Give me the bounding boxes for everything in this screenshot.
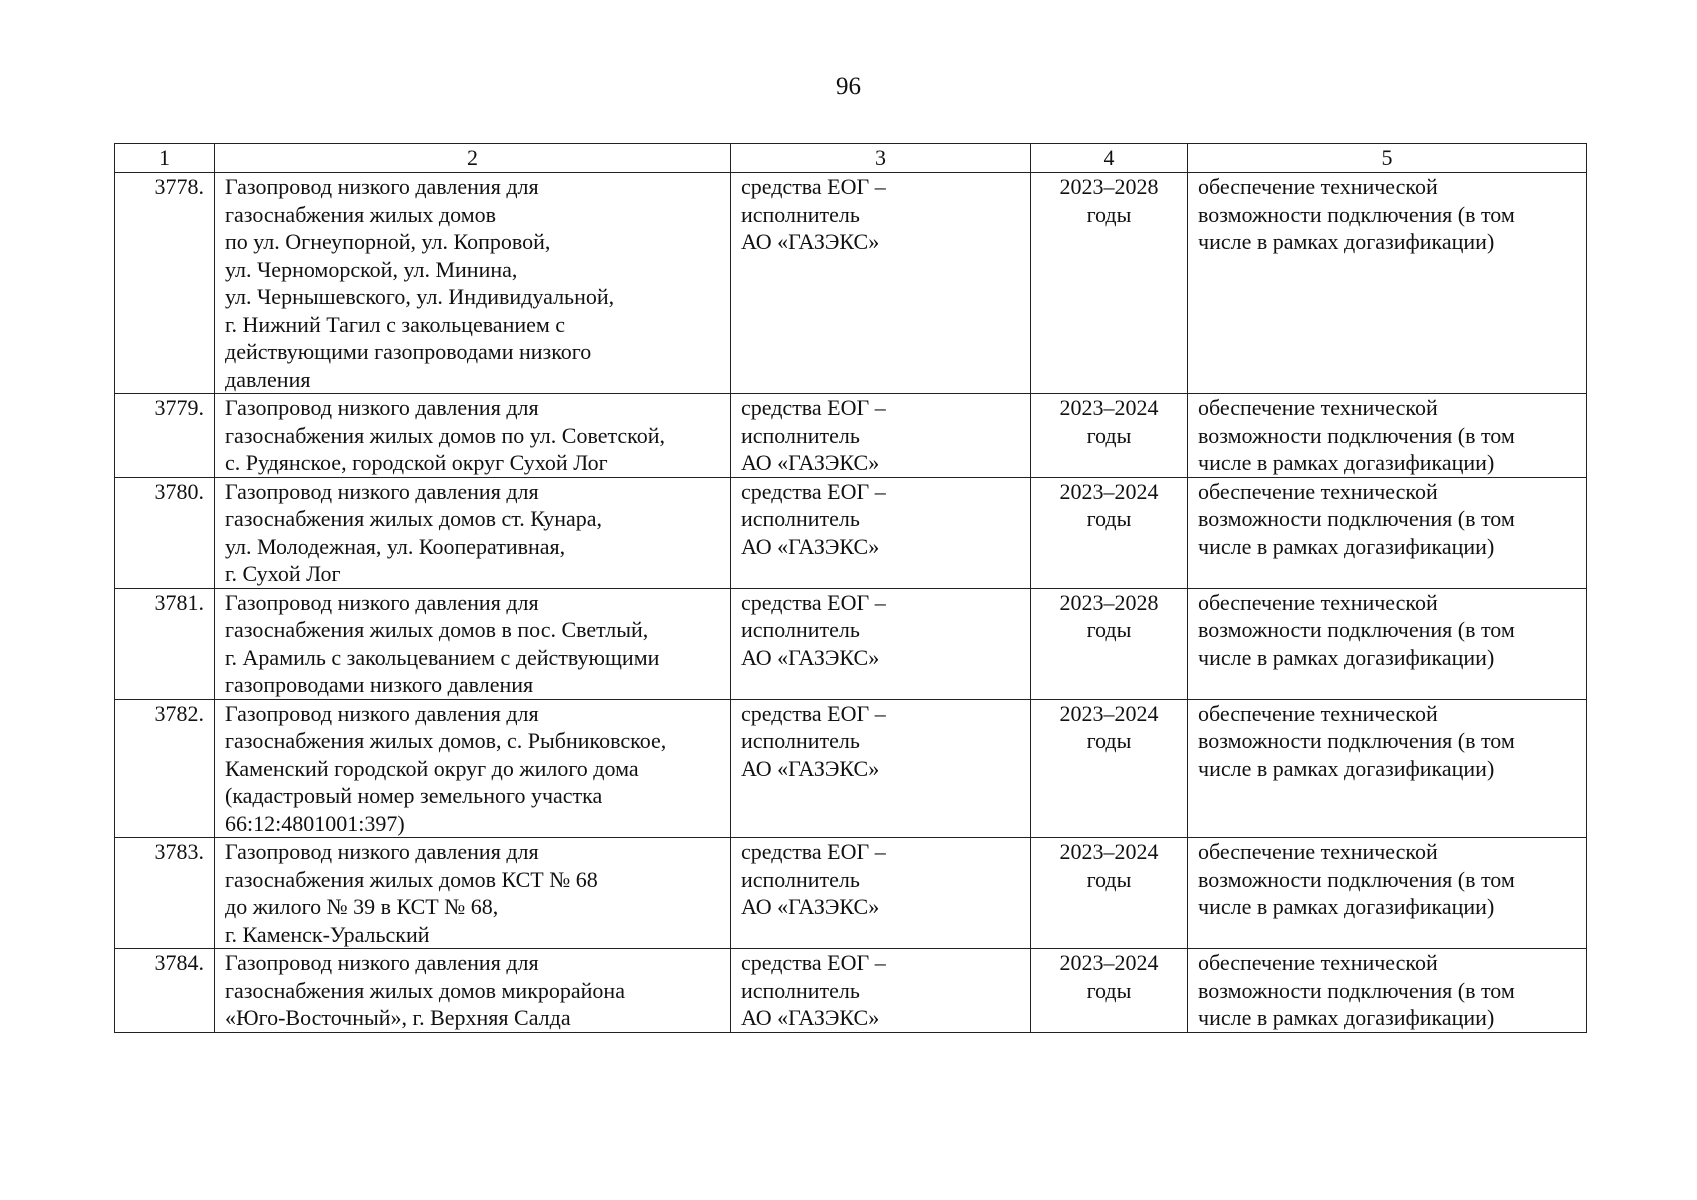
row-number-cell: 3784. [115,949,215,1033]
table-row [115,394,1587,478]
purpose-line: обеспечение технической [1198,950,1438,975]
implementation-period-line: годы [1086,617,1132,642]
object-description-cell [215,949,731,1033]
implementation-period-line: 2023–2024 [1059,839,1159,864]
purpose-cell [1188,588,1587,699]
row-number-cell: 3782. [115,699,215,838]
row-number-cell: 3781. [115,588,215,699]
purpose-line: обеспечение технической [1198,589,1438,615]
object-description-line: г. Арамиль с закольцеванием с действующими [225,644,660,670]
object-description-line: газоснабжения жилых домов в пос. Светлый, [225,617,649,642]
object-description-line: ул. Черноморской, ул. Минина, [225,256,518,282]
table-row [115,699,1587,838]
purpose-cell [1188,838,1587,949]
funding-source-line: АО «ГАЗЭКС» [741,229,880,254]
implementation-period-line: годы [1086,422,1132,448]
implementation-period-line: годы [1086,866,1132,892]
object-description-line: газоснабжения жилых домов [225,201,497,227]
object-description-line: Газопровод низкого давления для [225,950,539,975]
column-number: 2 [215,144,731,173]
funding-source-line: исполнитель [741,422,860,448]
table-row [115,477,1587,588]
purpose-line: возможности подключения (в том [1198,977,1515,1003]
object-description-line: давления [225,366,311,392]
object-description-line: газоснабжения жилых домов ст. Кунара, [225,506,603,531]
purpose-line: числе в рамках догазификации) [1198,229,1495,254]
object-description-cell [215,394,731,478]
object-description-line: г. Каменск-Уральский [225,921,430,947]
object-description-line: газоснабжения жилых домов по ул. Советской, [225,422,665,448]
funding-source-cell [731,477,1031,588]
table-row [115,838,1587,949]
funding-source-cell [731,173,1031,394]
object-description-line: газоснабжения жилых домов микрорайона [225,977,625,1003]
page-number: 96 [836,73,861,100]
purpose-line: возможности подключения (в том [1198,728,1515,753]
object-description-cell [215,477,731,588]
funding-source-cell [731,838,1031,949]
object-description-cell [215,173,731,394]
column-number: 5 [1188,144,1587,173]
purpose-line: числе в рамках догазификации) [1198,1005,1495,1030]
object-description-cell [215,838,731,949]
row-number-cell: 3779. [115,394,215,478]
funding-source-line: исполнитель [741,617,860,642]
row-number-cell: 3783. [115,838,215,949]
purpose-line: возможности подключения (в том [1198,201,1515,227]
purpose-line: числе в рамках догазификации) [1198,533,1495,559]
purpose-line: числе в рамках догазификации) [1198,450,1495,475]
purpose-line: обеспечение технической [1198,700,1438,726]
funding-source-line: АО «ГАЗЭКС» [741,755,880,781]
object-description-line: ул. Молодежная, ул. Кооперативная, [225,533,566,559]
implementation-period-line: 2023–2028 [1059,174,1159,199]
implementation-period-cell [1031,477,1188,588]
implementation-period-line: 2023–2024 [1059,700,1159,726]
object-description-line: Каменский городской округ до жилого дома [225,755,639,781]
funding-source-line: исполнитель [741,866,860,892]
funding-source-line: средства ЕОГ – [741,478,886,504]
funding-source-line: средства ЕОГ – [741,700,886,726]
purpose-line: возможности подключения (в том [1198,422,1515,448]
object-description-line: Газопровод низкого давления для [225,839,539,864]
purpose-line: числе в рамках догазификации) [1198,644,1495,670]
object-description-line: Газопровод низкого давления для [225,174,539,199]
column-number: 3 [731,144,1031,173]
object-description-line: с. Рудянское, городской округ Сухой Лог [225,450,608,475]
funding-source-cell [731,588,1031,699]
purpose-line: обеспечение технической [1198,478,1438,504]
implementation-period-line: 2023–2028 [1059,589,1159,615]
funding-source-line: исполнитель [741,201,860,227]
purpose-cell [1188,477,1587,588]
funding-source-line: исполнитель [741,977,860,1003]
implementation-period-cell [1031,949,1188,1033]
implementation-period-line: 2023–2024 [1059,478,1159,504]
program-table [114,143,1587,1033]
purpose-cell [1188,394,1587,478]
funding-source-line: средства ЕОГ – [741,839,886,864]
object-description-cell [215,699,731,838]
funding-source-cell [731,699,1031,838]
object-description-line: (кадастровый номер земельного участка [225,783,603,808]
object-description-line: г. Нижний Тагил с закольцеванием с [225,311,566,337]
object-description-line: Газопровод низкого давления для [225,589,539,615]
object-description-line: Газопровод низкого давления для [225,478,539,504]
funding-source-cell [731,949,1031,1033]
object-description-line: действующими газопроводами низкого [225,339,592,364]
object-description-line: Газопровод низкого давления для [225,700,539,726]
funding-source-cell [731,394,1031,478]
column-number: 4 [1031,144,1188,173]
row-number-cell: 3780. [115,477,215,588]
implementation-period-line: годы [1086,977,1132,1003]
implementation-period-cell [1031,173,1188,394]
column-number: 1 [115,144,215,173]
object-description-cell [215,588,731,699]
implementation-period-line: годы [1086,728,1132,753]
implementation-period-line: годы [1086,201,1132,227]
implementation-period-line: годы [1086,506,1132,531]
column-number-row [115,144,1587,173]
funding-source-line: АО «ГАЗЭКС» [741,450,880,475]
purpose-line: числе в рамках догазификации) [1198,894,1495,919]
object-description-line: по ул. Огнеупорной, ул. Копровой, [225,229,551,254]
object-description-line: Газопровод низкого давления для [225,395,539,420]
funding-source-line: АО «ГАЗЭКС» [741,644,880,670]
purpose-line: возможности подключения (в том [1198,866,1515,892]
implementation-period-line: 2023–2024 [1059,395,1159,420]
object-description-line: до жилого № 39 в КСТ № 68, [225,894,499,919]
purpose-cell [1188,173,1587,394]
implementation-period-cell [1031,588,1188,699]
purpose-cell [1188,699,1587,838]
object-description-line: ул. Чернышевского, ул. Индивидуальной, [225,284,615,309]
funding-source-line: средства ЕОГ – [741,395,886,420]
funding-source-line: исполнитель [741,506,860,531]
table-row [115,588,1587,699]
funding-source-line: средства ЕОГ – [741,950,886,975]
purpose-line: возможности подключения (в том [1198,617,1515,642]
table-body [115,173,1587,1033]
funding-source-line: АО «ГАЗЭКС» [741,533,880,559]
purpose-line: обеспечение технической [1198,395,1438,420]
funding-source-line: АО «ГАЗЭКС» [741,894,880,919]
purpose-cell [1188,949,1587,1033]
implementation-period-cell [1031,394,1188,478]
table-row [115,173,1587,394]
implementation-period-line: 2023–2024 [1059,950,1159,975]
object-description-line: газоснабжения жилых домов, с. Рыбниковское, [225,728,667,753]
object-description-line: газопроводами низкого давления [225,672,534,697]
funding-source-line: АО «ГАЗЭКС» [741,1005,880,1030]
object-description-line: г. Сухой Лог [225,561,341,586]
object-description-line: 66:12:4801001:397) [225,810,405,836]
purpose-line: обеспечение технической [1198,839,1438,864]
table-row [115,949,1587,1033]
funding-source-line: средства ЕОГ – [741,589,886,615]
purpose-line: числе в рамках догазификации) [1198,755,1495,781]
funding-source-line: средства ЕОГ – [741,174,886,199]
purpose-line: обеспечение технической [1198,174,1438,199]
purpose-line: возможности подключения (в том [1198,506,1515,531]
object-description-line: «Юго-Восточный», г. Верхняя Салда [225,1005,571,1030]
object-description-line: газоснабжения жилых домов КСТ № 68 [225,866,598,892]
funding-source-line: исполнитель [741,728,860,753]
implementation-period-cell [1031,699,1188,838]
row-number-cell: 3778. [115,173,215,394]
implementation-period-cell [1031,838,1188,949]
